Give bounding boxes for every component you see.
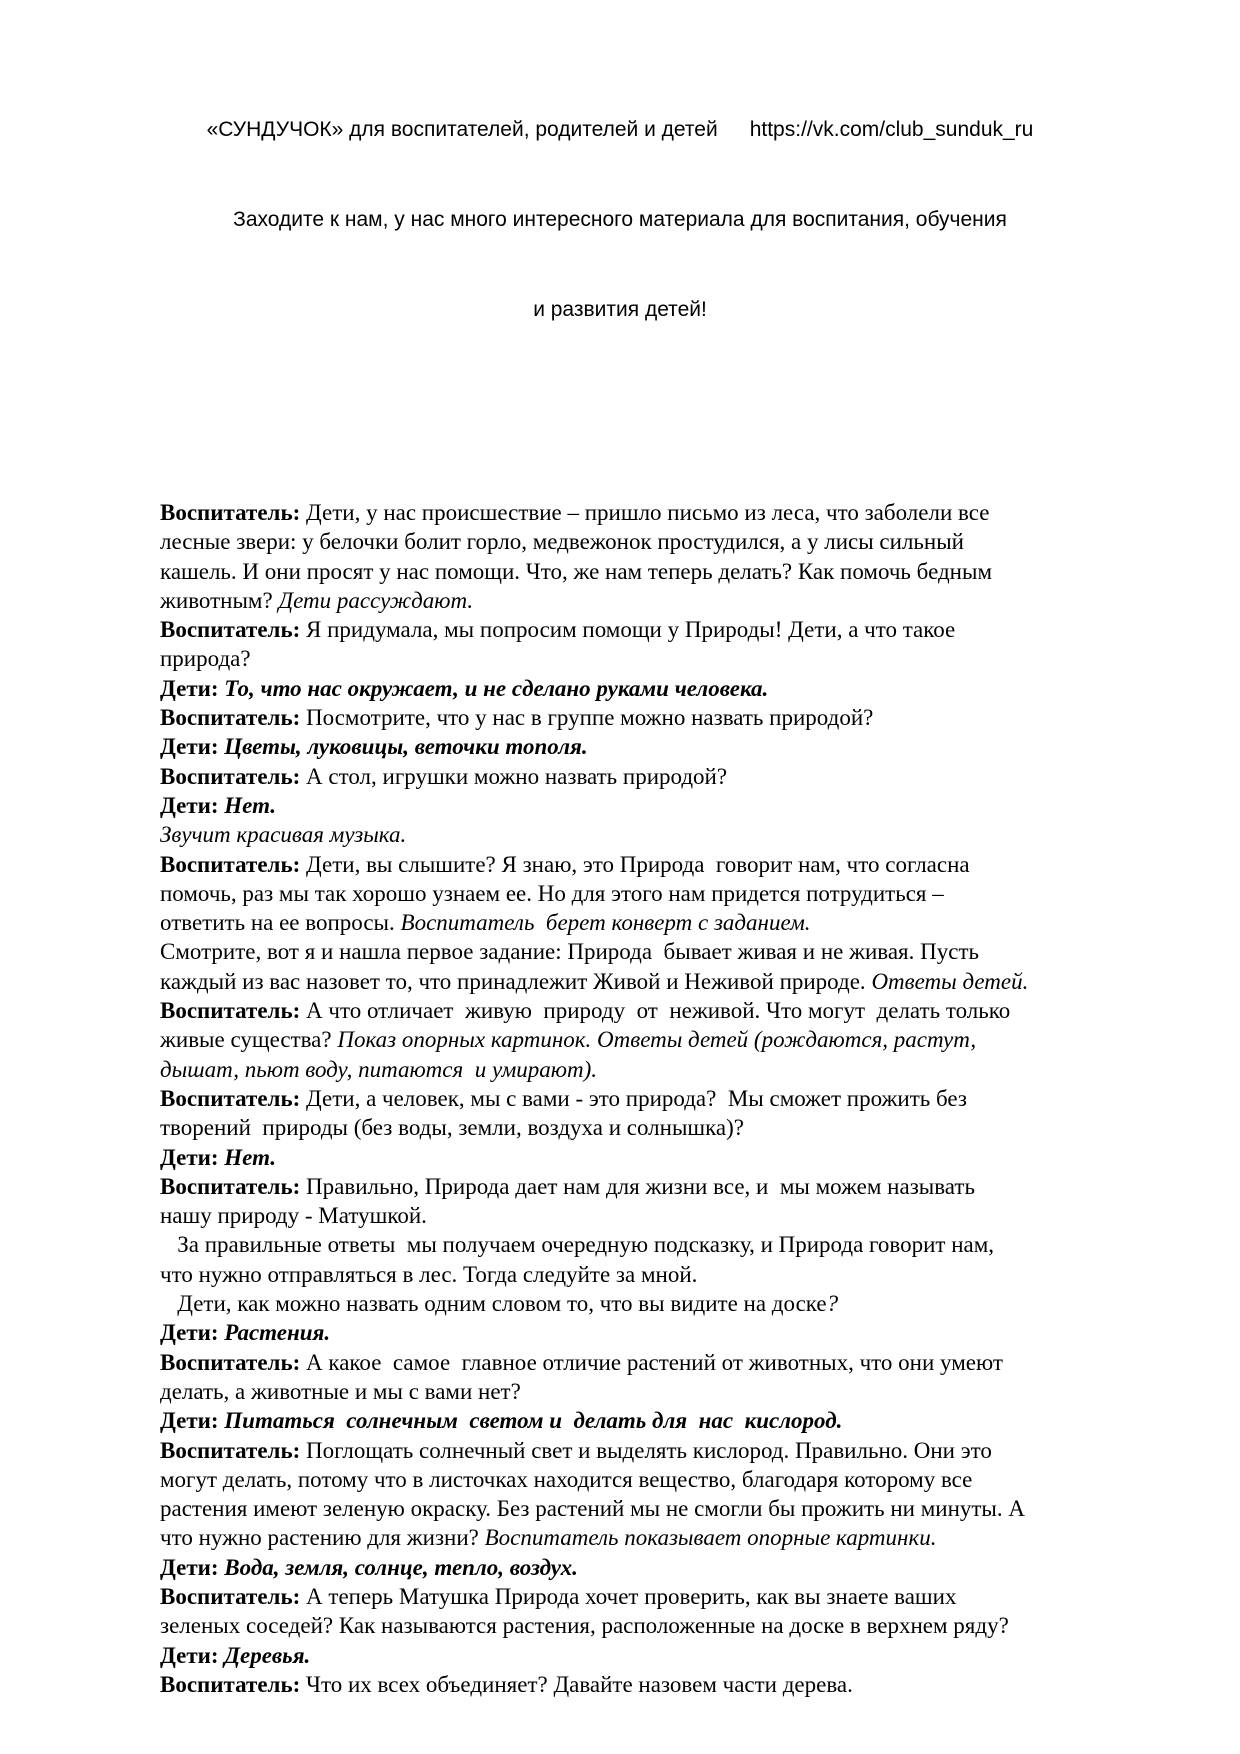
child-reply: Нет. [218, 792, 276, 818]
speaker-label: Дети: [160, 1408, 219, 1434]
paragraph [160, 1172, 1032, 1231]
child-reply: Нет. [218, 1144, 276, 1170]
paragraph [160, 1406, 1032, 1435]
speaker-label: Дети: [160, 675, 219, 701]
paragraph [160, 732, 1032, 761]
child-reply: Цветы, луковицы, веточки тополя. [218, 734, 588, 760]
paragraph [160, 498, 1032, 615]
dialogue-text: Посмотрите, что у нас в группе можно назвать природой? [300, 705, 874, 731]
speaker-label: Воспитатель: [160, 617, 301, 643]
dialogue-text: Я придумала, мы попросим помощи у Природы! Дети, а что такое природа? [160, 617, 962, 672]
dialogue-text: Правильно, Природа дает нам для жизни все, и мы можем называть нашу природу - Матушкой. [160, 1173, 981, 1229]
paragraph [160, 1348, 1032, 1407]
paragraph [160, 1670, 1032, 1699]
paragraph [160, 1143, 1032, 1172]
paragraph [160, 1553, 1032, 1582]
speaker-label: Воспитатель: [160, 705, 301, 731]
document-header [0, 0, 1240, 385]
paragraph [160, 791, 1032, 820]
paragraph [160, 850, 1032, 938]
child-reply: Растения. [218, 1320, 331, 1346]
header-line-2: Заходите к нам, у нас много интересного материала для воспитания, обучения [233, 208, 1007, 231]
paragraph [160, 1084, 1032, 1143]
speaker-label: Дети: [160, 792, 219, 818]
speaker-label: Воспитатель: [160, 998, 301, 1024]
paragraph [160, 1582, 1032, 1641]
dialogue-text: А стол, игрушки можно назвать природой? [300, 763, 728, 789]
speaker-label: Воспитатель: [160, 851, 301, 877]
child-reply: Питаться солнечным светом и делать для нас кислород. [218, 1408, 843, 1434]
dialogue-text: Дети, а человек, мы с вами - это природа? Мы сможет прожить без творений природы (без воды, земли, воздуха и солнышка)? [160, 1085, 973, 1141]
stage-direction: Показ опорных картинок. Ответы детей (рождаются, растут, дышат, пьют воду, питаются и умирают). [160, 1027, 982, 1082]
vk-url: https://vk.com/club_sunduk_ru [749, 118, 1034, 141]
dialogue-text: Смотрите, вот я и нашла первое задание: Природа бывает живая и не живая. Пусть каждый из вас назовет то, что принадлежит Живой и Неживой природе. [160, 939, 985, 994]
speaker-label: Воспитатель: [160, 763, 301, 789]
dialogue-text: За правильные ответы мы получаем очередную подсказку, и Природа говорит нам, что нужно отправляться в лес. Тогда следуйте за мной. [160, 1232, 1000, 1287]
child-reply: То, что нас окружает, и не сделано руками человека. [218, 675, 769, 701]
paragraph [160, 1230, 1032, 1289]
stage-direction: Дети рассуждают. [278, 587, 474, 613]
dialogue-text: Дети, как можно назвать одним словом то, что вы видите на доске [160, 1291, 827, 1317]
stage-direction: Воспитатель берет конверт с заданием. [400, 910, 811, 936]
header-line-1 [0, 115, 1240, 145]
dialogue-text: А какое самое главное отличие растений от животных, что они умеют делать, а животные и мы с вами нет? [160, 1349, 1009, 1404]
dialogue-text: Дети, вы слышите? Я знаю, это Природа говорит нам, что согласна помочь, раз мы так хорошо узнаем ее. Но для этого нам придется потрудиться – ответить на ее вопросы. [160, 851, 976, 936]
speaker-label: Воспитатель: [160, 1349, 301, 1375]
paragraph [160, 674, 1032, 703]
speaker-label: Дети: [160, 734, 219, 760]
speaker-label: Воспитатель: [160, 1085, 301, 1111]
paragraph [160, 820, 1032, 849]
dialogue-text: А что отличает живую природу от неживой. Что могут делать только живые существа? [160, 998, 1016, 1053]
document-body [160, 498, 1032, 1699]
stage-direction: Ответы детей. [871, 968, 1029, 994]
paragraph [160, 1318, 1032, 1347]
dialogue-text: Поглощать солнечный свет и выделять кислород. Правильно. Они это могут делать, потому что в листочках находится вещество, благодаря которому все растения имеют зеленую окраску. Без растений мы не смогли бы прожить ни минуты. А что нужно растению для жизни? [160, 1437, 1031, 1551]
speaker-label: Воспитатель: [160, 1437, 301, 1463]
speaker-label: Воспитатель: [160, 1671, 301, 1697]
speaker-label: Дети: [160, 1320, 219, 1346]
paragraph [160, 1641, 1032, 1670]
paragraph [160, 703, 1032, 732]
speaker-label: Воспитатель: [160, 1583, 301, 1609]
stage-direction: Звучит красивая музыка. [160, 822, 407, 848]
speaker-label: Дети: [160, 1554, 219, 1580]
speaker-label: Воспитатель: [160, 1173, 301, 1199]
paragraph [160, 996, 1032, 1084]
child-reply: Вода, земля, солнце, тепло, воздух. [218, 1554, 578, 1580]
speaker-label: Дети: [160, 1144, 219, 1170]
paragraph [160, 762, 1032, 791]
paragraph [160, 1289, 1032, 1318]
dialogue-text: Дети, у нас происшествие – пришло письмо из леса, что заболели все лесные звери: у белочки болит горло, медвежонок простудился, а у лисы сильный кашель. И они просят у нас помощи. Что, же нам теперь делать? Как помочь бедным животным? [160, 500, 1004, 613]
dialogue-text: Что их всех объединяет? Давайте назовем части дерева. [300, 1671, 853, 1697]
header-line-3: и развития детей! [533, 298, 707, 321]
speaker-label: Воспитатель: [160, 500, 301, 525]
child-reply: Деревья. [218, 1642, 311, 1668]
dialogue-text: А теперь Матушка Природа хочет проверить, как вы знаете ваших зеленых соседей? Как называются растения, расположенные на доске в верхнем ряду? [160, 1583, 1009, 1639]
stage-direction: ? [826, 1291, 839, 1317]
paragraph [160, 1436, 1032, 1553]
speaker-label: Дети: [160, 1642, 219, 1668]
paragraph [160, 615, 1032, 674]
stage-direction: Воспитатель показывает опорные картинки. [484, 1525, 937, 1551]
club-title: «СУНДУЧОК» для воспитателей, родителей и детей [206, 118, 718, 141]
paragraph [160, 937, 1032, 996]
